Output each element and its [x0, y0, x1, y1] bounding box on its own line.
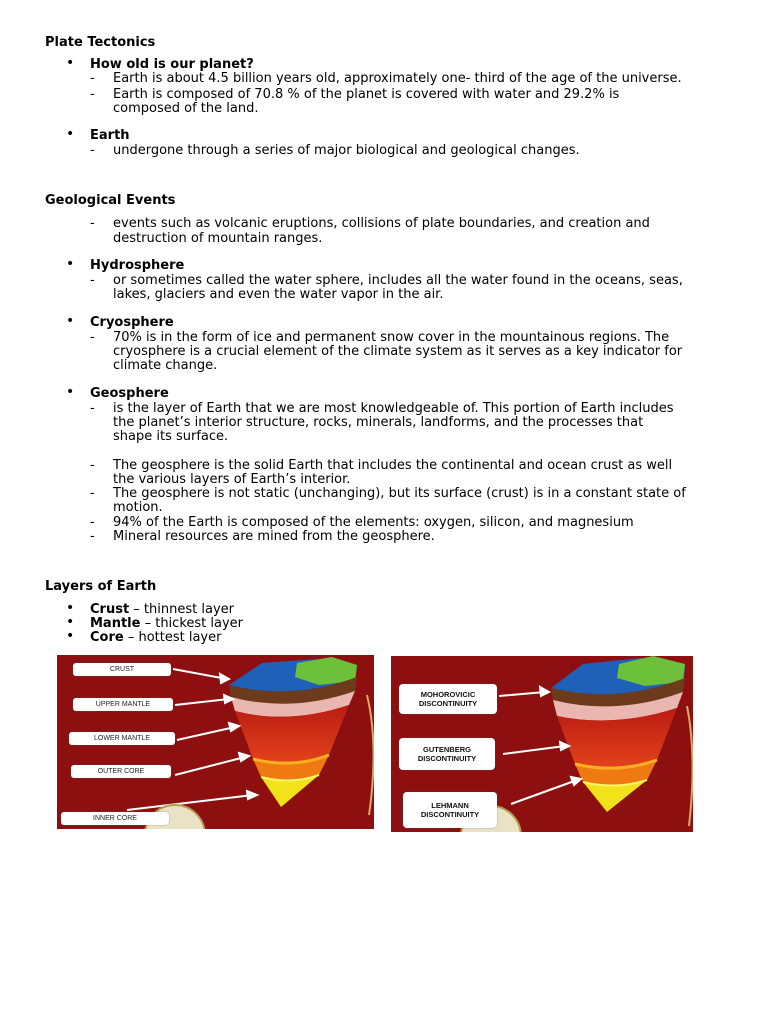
bullet-icon: • — [66, 600, 75, 616]
label-gutenberg-discontinuity — [399, 738, 495, 770]
label-line: LEHMANN — [431, 800, 469, 810]
layer-desc: – thickest layer — [140, 616, 243, 631]
text-line: undergone through a series of major biological and geological changes. — [113, 143, 580, 158]
label-line: DISCONTINUITY — [418, 699, 478, 708]
label-line: DISCONTINUITY — [417, 754, 477, 763]
bullet-icon: • — [66, 126, 75, 142]
layer-desc: – hottest layer — [123, 630, 222, 645]
layer-desc: – thinnest layer — [129, 602, 234, 617]
earth-layers-figure — [57, 655, 374, 829]
section-title-geological-events: Geological Events — [45, 193, 176, 208]
dash-icon: - — [90, 143, 95, 158]
layer-term: Mantle — [90, 616, 141, 631]
layer-item-crust — [90, 602, 234, 617]
heading-cryosphere: Cryosphere — [90, 315, 174, 330]
layer-item-mantle — [90, 616, 243, 631]
label-outer-core: OUTER CORE — [71, 765, 171, 778]
dash-icon: - — [90, 87, 95, 102]
bullet-icon: • — [66, 384, 75, 400]
bullet-icon: • — [66, 55, 75, 71]
text-line: The geosphere is the solid Earth that includes the continental and ocean crust as well — [113, 458, 673, 473]
text-line: composed of the land. — [113, 101, 259, 116]
text-line: 94% of the Earth is composed of the elements: oxygen, silicon, and magnesium — [113, 515, 634, 530]
text-line: Mineral resources are mined from the geosphere. — [113, 529, 435, 544]
text-line: climate change. — [113, 358, 218, 373]
label-upper-mantle: UPPER MANTLE — [73, 698, 173, 711]
discontinuities-figure — [391, 656, 693, 832]
label-inner-core: INNER CORE — [61, 812, 169, 825]
text-line: Earth is about 4.5 billion years old, approximately one- third of the age of the universe. — [113, 71, 682, 86]
dash-icon: - — [90, 71, 95, 86]
dash-icon: - — [90, 401, 95, 416]
text-line: cryosphere is a crucial element of the climate system as it serves as a key indicator for — [113, 344, 683, 359]
label-line: GUTENBERG — [423, 744, 471, 754]
label-lower-mantle: LOWER MANTLE — [69, 732, 175, 745]
text-line: shape its surface. — [113, 429, 229, 444]
text-line: The geosphere is not static (unchanging), but its surface (crust) is in a constant state of — [113, 486, 686, 501]
dash-icon: - — [90, 330, 95, 345]
text-line: destruction of mountain ranges. — [113, 231, 323, 246]
label-crust: CRUST — [73, 663, 171, 676]
bullet-icon: • — [66, 256, 75, 272]
dash-icon: - — [90, 515, 95, 530]
layer-term: Crust — [90, 602, 130, 617]
label-mohorovicic-discontinuity — [399, 684, 497, 714]
dash-icon: - — [90, 529, 95, 544]
dash-icon: - — [90, 458, 95, 473]
bullet-icon: • — [66, 313, 75, 329]
section-title-layers-of-earth: Layers of Earth — [45, 579, 157, 594]
heading-hydrosphere: Hydrosphere — [90, 258, 185, 273]
bullet-icon: • — [66, 628, 75, 644]
dash-icon: - — [90, 486, 95, 501]
layer-item-core — [90, 630, 221, 645]
text-line: motion. — [113, 500, 163, 515]
text-line: is the layer of Earth that we are most knowledgeable of. This portion of Earth includes — [113, 401, 674, 416]
layer-term: Core — [90, 630, 124, 645]
text-line: lakes, glaciers and even the water vapor in the air. — [113, 287, 444, 302]
bullet-icon: • — [66, 614, 75, 630]
heading-geosphere: Geosphere — [90, 386, 169, 401]
label-line: MOHOROVICIC — [420, 689, 476, 699]
text-line: 70% is in the form of ice and permanent snow cover in the mountainous regions. The — [113, 330, 670, 345]
section-title-plate-tectonics: Plate Tectonics — [45, 35, 156, 50]
text-line: events such as volcanic eruptions, collisions of plate boundaries, and creation and — [113, 216, 650, 231]
text-line: the planet’s interior structure, rocks, minerals, landforms, and the processes that — [113, 415, 644, 430]
label-lehmann-discontinuity — [403, 792, 497, 828]
text-line: the various layers of Earth’s interior. — [113, 472, 351, 487]
dash-icon: - — [90, 273, 95, 288]
dash-icon: - — [90, 216, 95, 231]
text-line: or sometimes called the water sphere, includes all the water found in the oceans, seas, — [113, 273, 683, 288]
heading-how-old: How old is our planet? — [90, 57, 254, 72]
heading-earth: Earth — [90, 128, 130, 143]
label-line: DISCONTINUITY — [420, 810, 480, 819]
text-line: Earth is composed of 70.8 % of the planet is covered with water and 29.2% is — [113, 87, 620, 102]
